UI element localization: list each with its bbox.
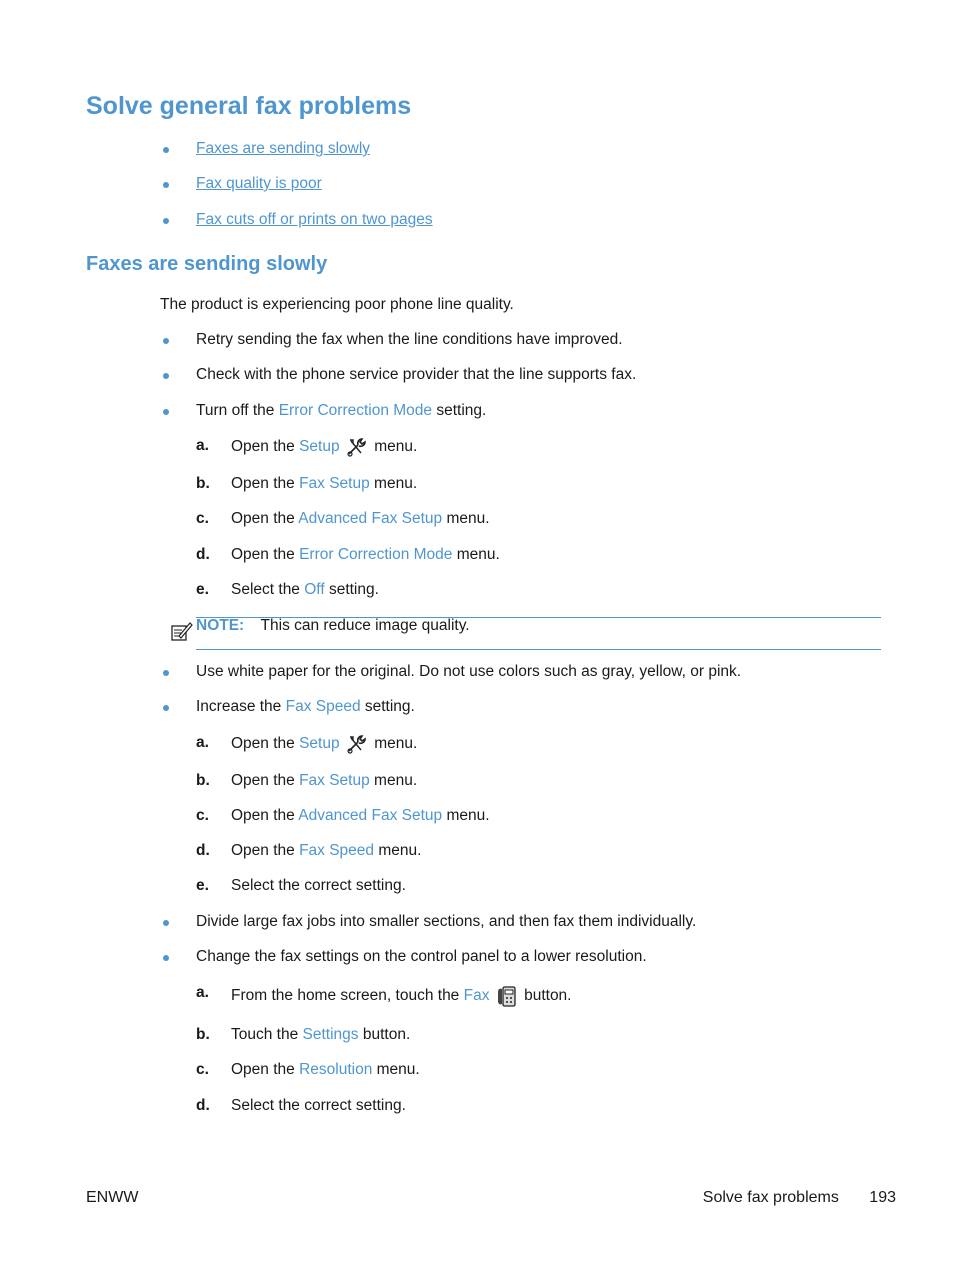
list-item: [231, 546, 500, 564]
step-letter: c.: [196, 510, 209, 527]
text: Open the: [231, 735, 300, 753]
ui-term: Fax Speed: [299, 842, 375, 859]
text: setting.: [432, 402, 487, 419]
list-item: [231, 475, 417, 493]
setup-wrench-icon: [346, 437, 368, 457]
text: Touch the: [231, 1026, 303, 1043]
bullet: [163, 218, 169, 224]
list-item: Use white paper for the original. Do not use colors such as gray, yellow, or pink.: [196, 663, 742, 680]
step-letter: b.: [196, 475, 210, 492]
text: Open the: [231, 807, 299, 824]
text: button.: [358, 1026, 411, 1043]
step-letter: e.: [196, 877, 209, 894]
list-item: [231, 510, 490, 528]
bullet: [163, 182, 169, 188]
toc-link-quality-poor[interactable]: Fax quality is poor: [196, 175, 322, 192]
list-item: [196, 698, 415, 716]
text: menu.: [369, 438, 418, 456]
list-item: Retry sending the fax when the line conditions have improved.: [196, 331, 623, 348]
fax-machine-icon: [496, 984, 518, 1008]
bullet: [163, 955, 169, 961]
text: Open the: [231, 546, 300, 563]
step-letter: b.: [196, 1026, 210, 1043]
note: [196, 617, 470, 635]
text: From the home screen, touch the: [231, 987, 464, 1005]
list-item: [231, 842, 421, 860]
text: Open the: [231, 772, 300, 789]
ui-term: Settings: [302, 1026, 359, 1043]
footer-section: Solve fax problems: [702, 1189, 839, 1206]
text: Turn off the: [196, 402, 279, 419]
step-letter: a.: [196, 984, 209, 1001]
toc-link-sending-slowly[interactable]: Faxes are sending slowly: [196, 140, 371, 157]
ui-term: Setup: [299, 735, 340, 753]
step-letter: c.: [196, 1061, 209, 1078]
list-item: [231, 984, 572, 1008]
list-item: [231, 581, 379, 599]
note-text: This can reduce image quality.: [260, 617, 470, 634]
list-item: [231, 437, 417, 457]
bullet: [163, 147, 169, 153]
step-letter: d.: [196, 842, 210, 859]
list-item: [231, 877, 406, 895]
page-title: Solve general fax problems: [86, 92, 412, 120]
ui-term: Error Correction Mode: [299, 546, 453, 563]
ui-term: Fax Speed: [285, 698, 361, 715]
bullet: [163, 920, 169, 926]
text: setting.: [360, 698, 415, 715]
text: button.: [519, 987, 572, 1005]
text: menu.: [369, 475, 418, 492]
text: Open the: [231, 1061, 300, 1078]
list-item: Divide large fax jobs into smaller sections, and then fax them individually.: [196, 913, 697, 930]
text: Open the: [231, 438, 300, 456]
bullet: [163, 373, 169, 379]
text: Select the correct setting.: [231, 1097, 406, 1114]
text: menu.: [442, 807, 490, 824]
text: Increase the: [196, 698, 286, 715]
bullet: [163, 409, 169, 415]
text: Open the: [231, 510, 299, 527]
text: menu.: [452, 546, 500, 563]
bullet: [163, 670, 169, 676]
step-letter: a.: [196, 437, 209, 454]
text: Open the: [231, 842, 300, 859]
text: Select the correct setting.: [231, 877, 406, 894]
ui-term: Resolution: [299, 1061, 373, 1078]
list-item: [231, 1097, 406, 1115]
text: menu.: [374, 842, 422, 859]
intro-text: The product is experiencing poor phone line quality.: [160, 296, 514, 313]
ui-term: Setup: [299, 438, 340, 456]
list-item: [231, 772, 417, 790]
list-item: [196, 402, 486, 420]
step-letter: d.: [196, 1097, 210, 1114]
step-letter: a.: [196, 734, 209, 751]
page-number: 193: [869, 1189, 896, 1206]
setup-wrench-icon: [346, 734, 368, 754]
ui-term: Error Correction Mode: [278, 402, 433, 419]
note-bottom-rule: [196, 649, 881, 650]
bullet: [163, 705, 169, 711]
list-item: [231, 1061, 420, 1079]
ui-term: Off: [304, 581, 325, 598]
step-letter: c.: [196, 807, 209, 824]
step-letter: b.: [196, 772, 210, 789]
bullet: [163, 338, 169, 344]
text: menu.: [372, 1061, 420, 1078]
text: Open the: [231, 475, 300, 492]
section-heading: Faxes are sending slowly: [86, 253, 328, 275]
text: menu.: [442, 510, 490, 527]
list-item: Check with the phone service provider that the line supports fax.: [196, 366, 637, 383]
text: Select the: [231, 581, 305, 598]
ui-term: Advanced Fax Setup: [298, 807, 443, 824]
step-letter: d.: [196, 546, 210, 563]
ui-term: Fax Setup: [299, 475, 370, 492]
text: menu.: [369, 735, 418, 753]
list-item: [231, 734, 417, 754]
text: setting.: [324, 581, 379, 598]
footer-left: ENWW: [86, 1189, 139, 1206]
ui-term: Advanced Fax Setup: [298, 510, 443, 527]
text: menu.: [369, 772, 418, 789]
note-label: NOTE:: [196, 617, 245, 634]
ui-term: Fax: [463, 987, 490, 1005]
ui-term: Fax Setup: [299, 772, 370, 789]
list-item: [231, 807, 490, 825]
footer-right: [703, 1189, 896, 1207]
step-letter: e.: [196, 581, 209, 598]
toc-link-cuts-off[interactable]: Fax cuts off or prints on two pages: [196, 211, 433, 228]
note-pencil-icon: [170, 620, 194, 642]
list-item: Change the fax settings on the control panel to a lower resolution.: [196, 948, 647, 965]
list-item: [231, 1026, 410, 1044]
